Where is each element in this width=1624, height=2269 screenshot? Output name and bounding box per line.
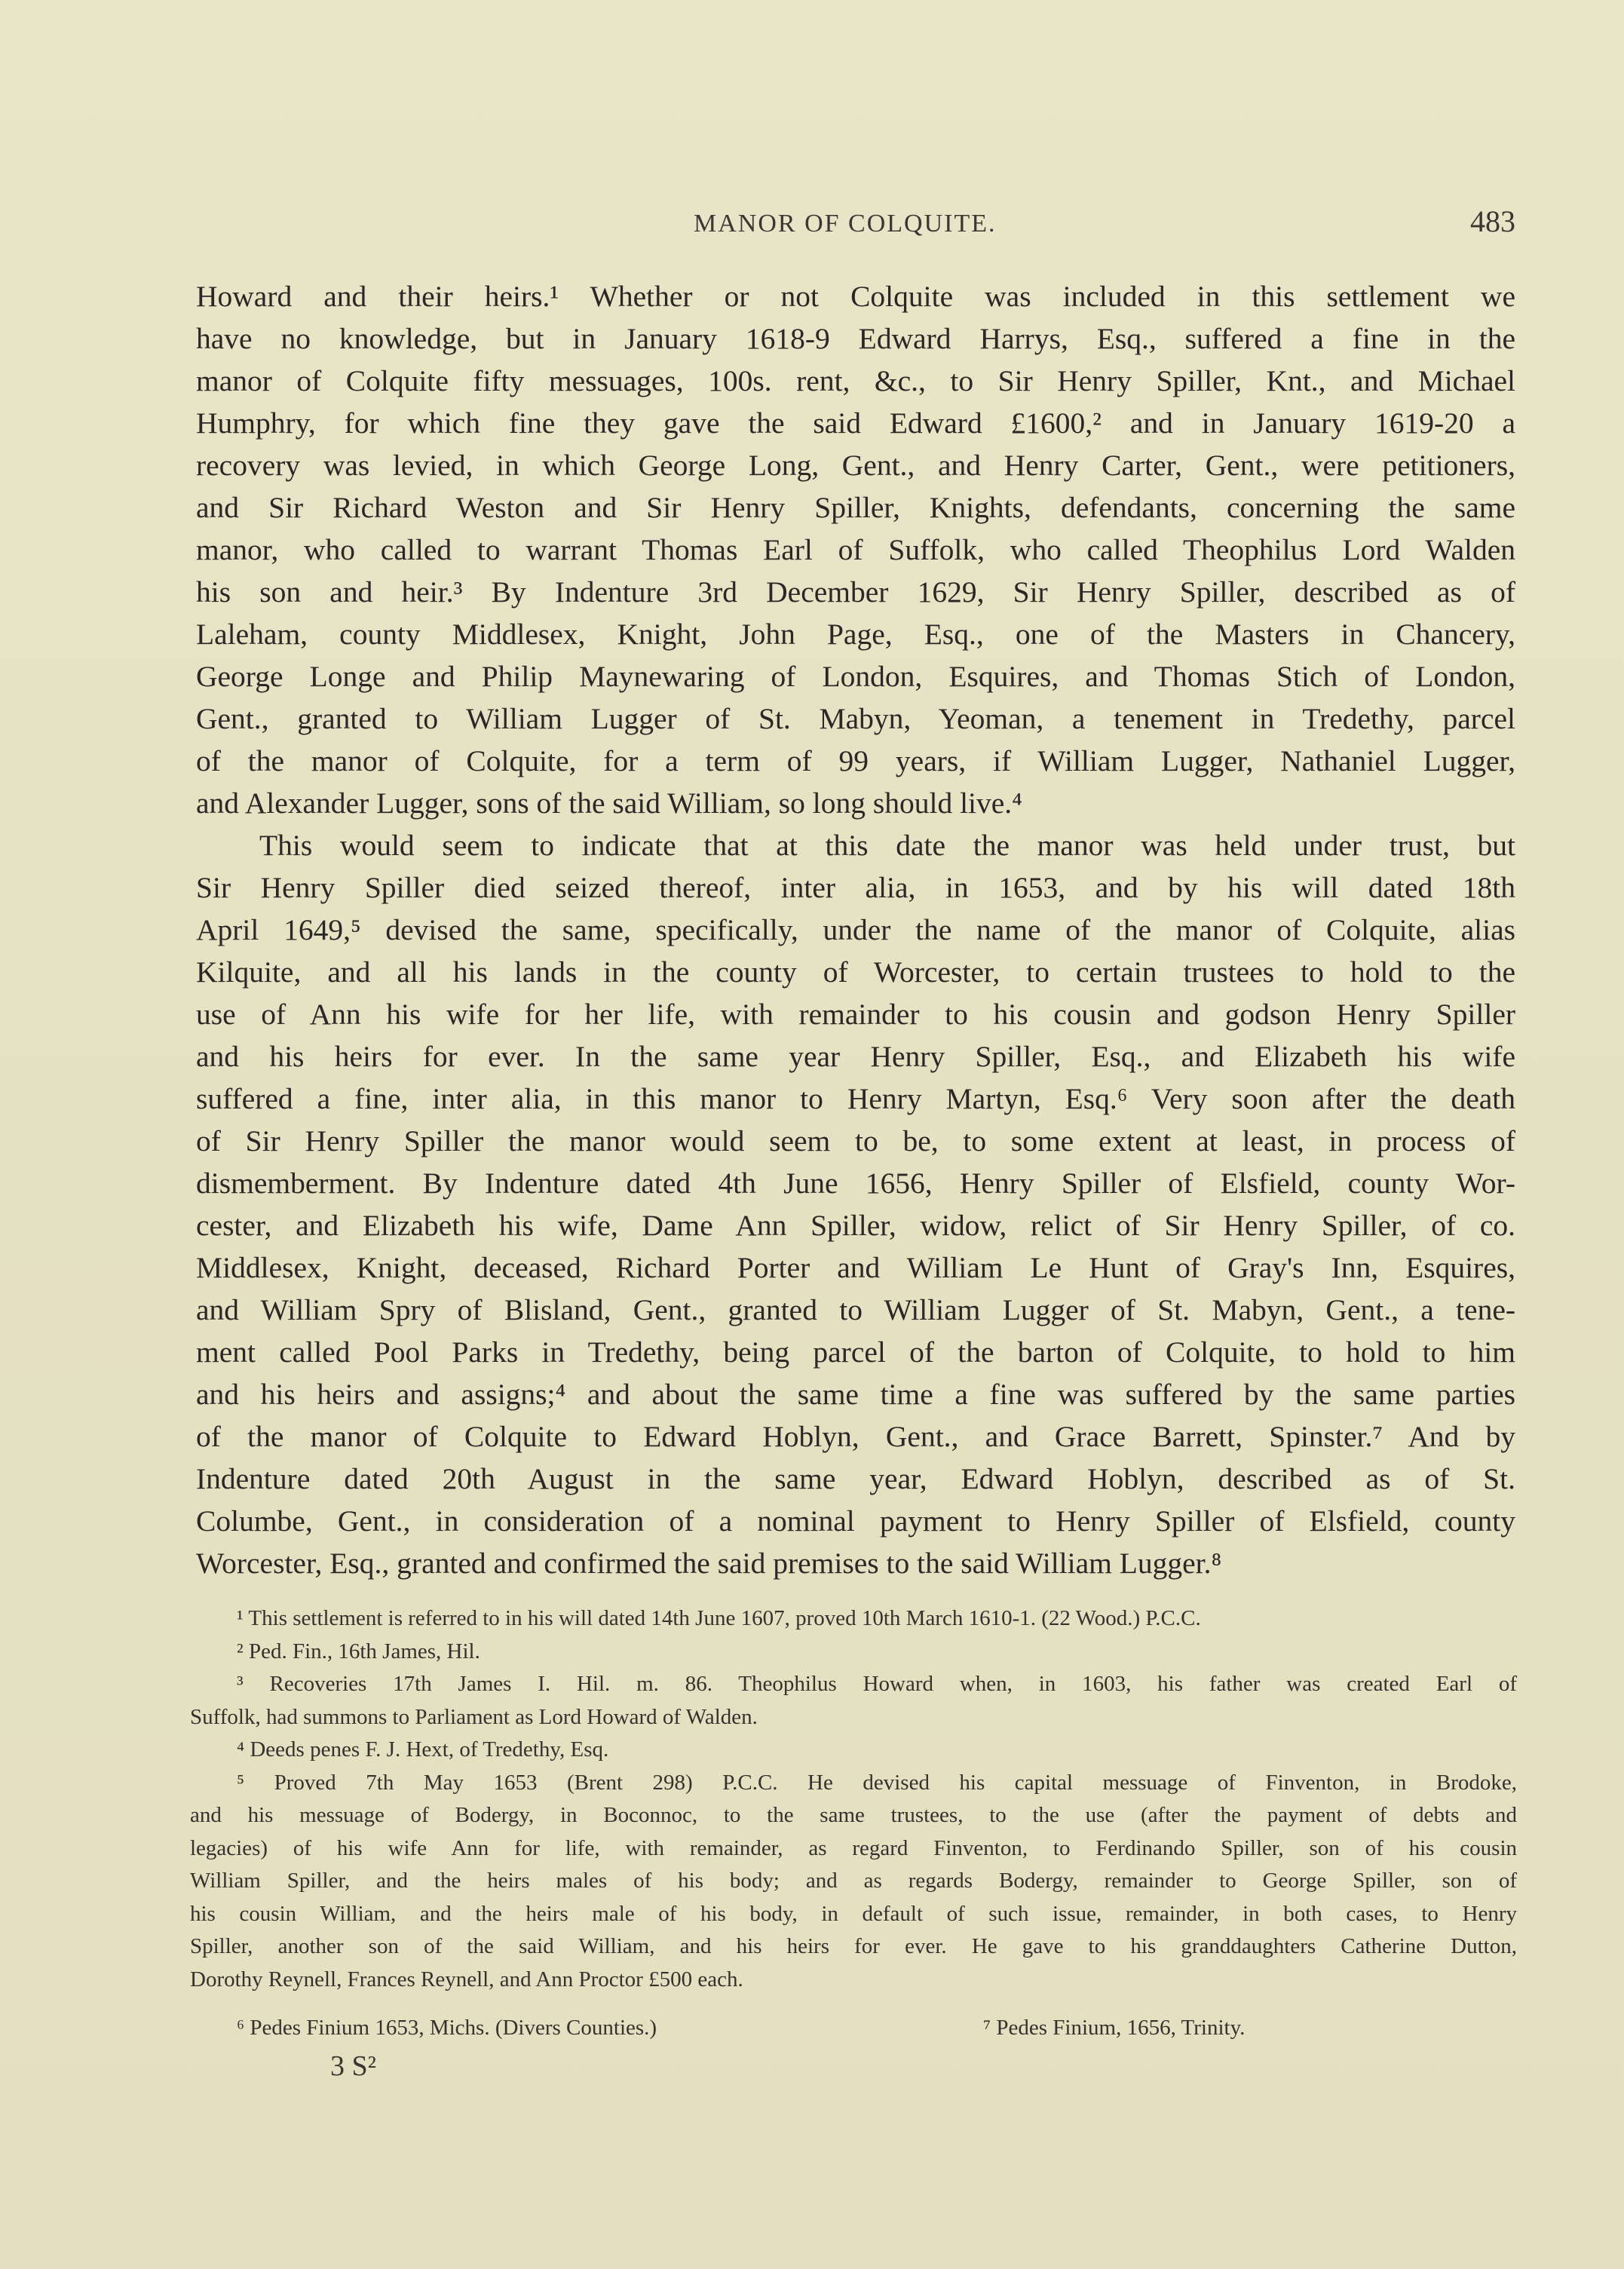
text-line: Kilquite, and all his lands in the county of Worcester, to certain trustees to hold to the bbox=[196, 955, 1515, 989]
text-line: of Sir Henry Spiller the manor would seem to be, to some extent at least, in process of bbox=[196, 1124, 1515, 1157]
text-line: April 1649,⁵ devised the same, specifically, under the name of the manor of Colquite, alias bbox=[196, 913, 1515, 946]
text-line: have no knowledge, but in January 1618-9 Edward Harrys, Esq., suffered a fine in the bbox=[196, 322, 1515, 355]
footnote-7: ⁷ Pedes Finium, 1656, Trinity. bbox=[983, 2016, 1246, 2040]
footnote-line: legacies) of his wife Ann for life, with remainder, as regard Finventon, to Ferdinando Spiller, son of his cousin bbox=[190, 1835, 1517, 1860]
running-title: MANOR OF COLQUITE. bbox=[694, 210, 997, 238]
text-line: manor, who called to warrant Thomas Earl of Suffolk, who called Theophilus Lord Walden bbox=[196, 533, 1515, 566]
footnote-line: Spiller, another son of the said William, and his heirs for ever. He gave to his granddaughters Catherine Dutton, bbox=[190, 1934, 1517, 1958]
text-line: Howard and their heirs.¹ Whether or not Colquite was included in this settlement we bbox=[196, 280, 1515, 313]
text-line: dismemberment. By Indenture dated 4th June 1656, Henry Spiller of Elsfield, county Wor- bbox=[196, 1167, 1515, 1200]
footnote-line: ³ Recoveries 17th James I. Hil. m. 86. Theophilus Howard when, in 1603, his father was created Earl of bbox=[237, 1672, 1517, 1696]
signature-mark: 3 S² bbox=[330, 2050, 377, 2082]
footnote-line: Dorothy Reynell, Frances Reynell, and Ann Proctor £500 each. bbox=[190, 1967, 743, 1992]
text-line: Worcester, Esq., granted and confirmed the said premises to the said William Lugger.⁸ bbox=[196, 1547, 1222, 1580]
footnote-pair bbox=[237, 2016, 1368, 2041]
text-line: Humphry, for which fine they gave the said Edward £1600,² and in January 1619-20 a bbox=[196, 406, 1515, 440]
text-line: ment called Pool Parks in Tredethy, being parcel of the barton of Colquite, to hold to him bbox=[196, 1335, 1515, 1369]
footnote-line: ⁵ Proved 7th May 1653 (Brent 298) P.C.C. He devised his capital messuage of Finventon, in Brodoke, bbox=[237, 1770, 1517, 1795]
body-text bbox=[196, 275, 1515, 1584]
page-number: 483 bbox=[1470, 204, 1515, 238]
text-line: manor of Colquite fifty messuages, 100s. rent, &c., to Sir Henry Spiller, Knt., and Michael bbox=[196, 364, 1515, 397]
text-line: Sir Henry Spiller died seized thereof, inter alia, in 1653, and by his will dated 18th bbox=[196, 871, 1515, 904]
footnote-line: ¹ This settlement is referred to in his will dated 14th June 1607, proved 10th March 1610-1. (22 Wood.) P.C.C. bbox=[237, 1606, 1201, 1630]
footnote-line: ⁴ Deeds penes F. J. Hext, of Tredethy, Esq. bbox=[237, 1737, 609, 1762]
footnote-line: William Spiller, and the heirs males of his body; and as regards Bodergy, remainder to George Spiller, son of bbox=[190, 1869, 1517, 1893]
footnotes bbox=[190, 1602, 1517, 1996]
footnote-line: Suffolk, had summons to Parliament as Lord Howard of Walden. bbox=[190, 1704, 758, 1729]
text-line: and Alexander Lugger, sons of the said William, so long should live.⁴ bbox=[196, 786, 1022, 820]
text-line: and Sir Richard Weston and Sir Henry Spiller, Knights, defendants, concerning the same bbox=[196, 491, 1515, 524]
footnote-line: his cousin William, and the heirs male of his body, in default of such issue, remainder, in both cases, to Henry bbox=[190, 1901, 1517, 1926]
text-line: Gent., granted to William Lugger of St. Mabyn, Yeoman, a tenement in Tredethy, parcel bbox=[196, 702, 1515, 735]
footnote-line: and his messuage of Bodergy, in Boconnoc, to the same trustees, to the use (after the payment of debts and bbox=[190, 1803, 1517, 1827]
text-line: his son and heir.³ By Indenture 3rd December 1629, Sir Henry Spiller, described as of bbox=[196, 575, 1515, 609]
footnote-line: ² Ped. Fin., 16th James, Hil. bbox=[237, 1639, 480, 1663]
text-line: and his heirs and assigns;⁴ and about the same time a fine was suffered by the same parties bbox=[196, 1378, 1515, 1411]
text-line: This would seem to indicate that at this date the manor was held under trust, but bbox=[259, 829, 1515, 862]
text-line: Middlesex, Knight, deceased, Richard Porter and William Le Hunt of Gray's Inn, Esquires, bbox=[196, 1251, 1515, 1284]
text-line: of the manor of Colquite to Edward Hoblyn, Gent., and Grace Barrett, Spinster.⁷ And by bbox=[196, 1420, 1515, 1453]
footnote-6: ⁶ Pedes Finium 1653, Michs. (Divers Counties.) bbox=[237, 2016, 657, 2040]
text-line: and his heirs for ever. In the same year Henry Spiller, Esq., and Elizabeth his wife bbox=[196, 1040, 1515, 1073]
text-line: George Longe and Philip Maynewaring of London, Esquires, and Thomas Stich of London, bbox=[196, 660, 1515, 693]
text-line: suffered a fine, inter alia, in this manor to Henry Martyn, Esq.⁶ Very soon after the death bbox=[196, 1082, 1515, 1115]
text-line: of the manor of Colquite, for a term of 99 years, if William Lugger, Nathaniel Lugger, bbox=[196, 744, 1515, 777]
page-header bbox=[196, 204, 1515, 249]
text-line: and William Spry of Blisland, Gent., granted to William Lugger of St. Mabyn, Gent., a tene- bbox=[196, 1293, 1515, 1326]
text-line: cester, and Elizabeth his wife, Dame Ann Spiller, widow, relict of Sir Henry Spiller, of co. bbox=[196, 1209, 1515, 1242]
text-line: use of Ann his wife for her life, with remainder to his cousin and godson Henry Spiller bbox=[196, 998, 1515, 1031]
text-line: Columbe, Gent., in consideration of a nominal payment to Henry Spiller of Elsfield, county bbox=[196, 1504, 1515, 1538]
text-line: Laleham, county Middlesex, Knight, John Page, Esq., one of the Masters in Chancery, bbox=[196, 618, 1515, 651]
text-line: recovery was levied, in which George Long, Gent., and Henry Carter, Gent., were petitioners, bbox=[196, 449, 1515, 482]
text-line: Indenture dated 20th August in the same year, Edward Hoblyn, described as of St. bbox=[196, 1462, 1515, 1495]
